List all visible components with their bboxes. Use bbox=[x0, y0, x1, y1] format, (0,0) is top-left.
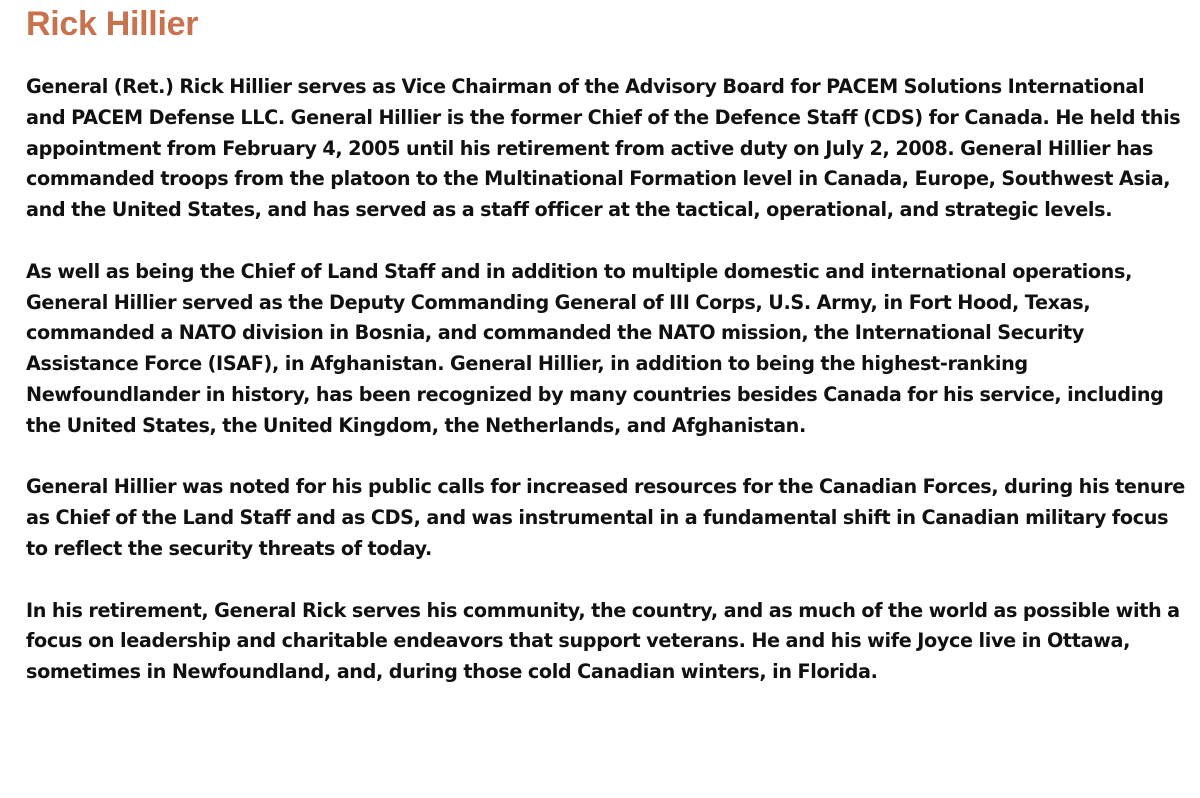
bio-page bbox=[26, 0, 1186, 688]
bio-paragraph-4: In his retirement, General Rick serves his community, the country, and as much of the world as possible with a focus on leadership and charitable endeavors that support veterans. He and his wife Joyce live in Ottawa, sometimes in Newfoundland, and, during those cold Canadian winters, in Florida. bbox=[26, 598, 1180, 684]
bio-paragraph-1: General (Ret.) Rick Hillier serves as Vice Chairman of the Advisory Board for PACEM Solutions International and PACEM Defense LLC. General Hillier is the former Chief of the Defence Staff (CDS) for Canada. He held this appointment from February 4, 2005 until his retirement from active duty on July 2, 2008. General Hillier has commanded troops from the platoon to the Multinational Formation level in Canada, Europe, Southwest Asia, and the United States, and has served as a staff officer at the tactical, operational, and strategic levels. bbox=[26, 75, 1181, 222]
bio-paragraph-2: As well as being the Chief of Land Staff and in addition to multiple domestic and international operations, General Hillier served as the Deputy Commanding General of III Corps, U.S. Army, in Fort Hood, Texas, commanded a NATO division in Bosnia, and commanded the NATO mission, the International Security Assistance Force (ISAF), in Afghanistan. General Hillier, in addition to being the highest-ranking Newfoundlander in history, has been recognized by many countries besides Canada for his service, including the United States, the United Kingdom, the Netherlands, and Afghanistan. bbox=[26, 259, 1164, 437]
bio-paragraph-3: General Hillier was noted for his public calls for increased resources for the Canadian Forces, during his tenure as Chief of the Land Staff and as CDS, and was instrumental in a fundamental shift in Canadian military focus to reflect the security threats of today. bbox=[26, 475, 1185, 560]
page-title: Rick Hillier bbox=[26, 5, 199, 43]
